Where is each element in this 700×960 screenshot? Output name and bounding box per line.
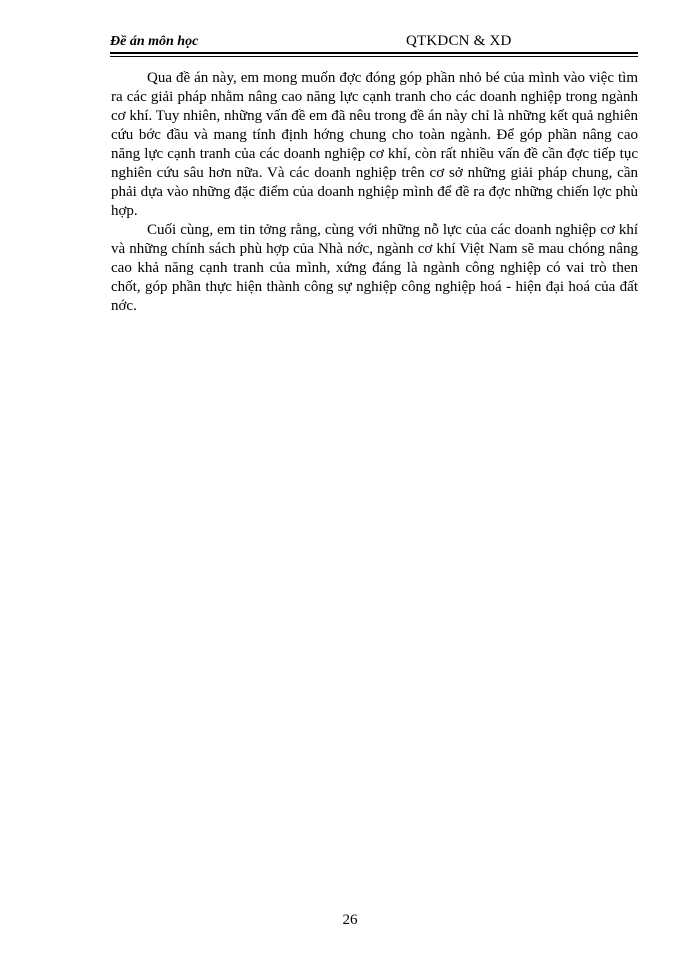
header-course-title: Đề án môn học [110, 34, 199, 49]
body-text [111, 69, 638, 316]
header-rule-thick [110, 52, 638, 54]
page-number: 26 [342, 912, 358, 928]
header-rule-thin [110, 56, 638, 57]
page-header [110, 30, 638, 54]
paragraph-closing: Cuối cùng, em tin tởng rằng, cùng với những nỗ lực của các doanh nghiệp cơ khí và những chính sách phù hợp của Nhà nớc, ngành cơ khí Việt Nam sẽ mau chóng nâng cao khả năng cạnh tranh của mình, xứng đáng là ngành công nghiệp có vai trò then chốt, góp phần thực hiện thành công sự nghiệp công nghiệp hoá - hiện đại hoá của đất nớc. [111, 222, 638, 314]
paragraph-conclusion: Qua đề án này, em mong muốn đợc đóng góp phần nhỏ bé của mình vào việc tìm ra các giải pháp nhằm nâng cao năng lực cạnh tranh cho các doanh nghiệp trong ngành cơ khí. Tuy nhiên, những vấn đề em đã nêu trong đề án này chỉ là những kết quả nghiên cứu bớc đầu và mang tính định hớng chung cho toàn ngành. Để góp phần nâng cao năng lực cạnh tranh của các doanh nghiệp cơ khí, còn rất nhiều vấn đề cần đợc tiếp tục nghiên cứu sâu hơn nữa. Và các doanh nghiệp trên cơ sở những giải pháp chung, cần phải dựa vào những đặc điểm của doanh nghiệp mình để đề ra đợc những chiến lợc phù hợp. [111, 70, 639, 219]
header-department: QTKDCN & XD [406, 33, 512, 49]
